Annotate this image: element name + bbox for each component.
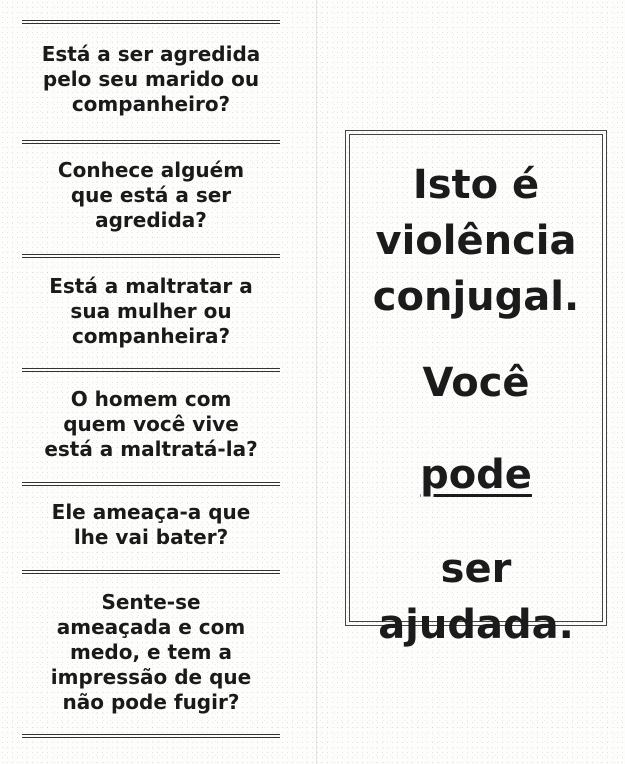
- question-1: Está a ser agredida pelo seu marido ou companheiro?: [41, 42, 261, 116]
- question-2: Conhece alguém que está a ser agredida?: [57, 158, 245, 232]
- question-6: Sente-se ameaçada e com medo, e tem a impressão de que não pode fugir?: [50, 590, 252, 714]
- question-4: O homem com quem você vive está a maltratá-la?: [44, 387, 258, 461]
- statement-frame-inner: [349, 134, 603, 648]
- divider-line: [22, 570, 280, 574]
- fold-line: [316, 0, 317, 764]
- can-statement: pode: [420, 452, 532, 498]
- question-5: Ele ameaça-a que lhe vai bater?: [51, 500, 251, 549]
- statement-frame: [345, 130, 607, 648]
- divider-line: [22, 368, 280, 372]
- headline-statement: Isto é violência conjugal.: [372, 162, 580, 320]
- divider-line: [22, 20, 280, 24]
- divider-line: [22, 482, 280, 486]
- you-statement: Você: [422, 360, 530, 406]
- divider-line: [22, 140, 280, 144]
- divider-line: [22, 254, 280, 258]
- divider-line: [22, 734, 280, 738]
- question-3: Está a maltratar a sua mulher ou companheira?: [49, 274, 253, 348]
- helped-statement: ser ajudada.: [378, 546, 574, 648]
